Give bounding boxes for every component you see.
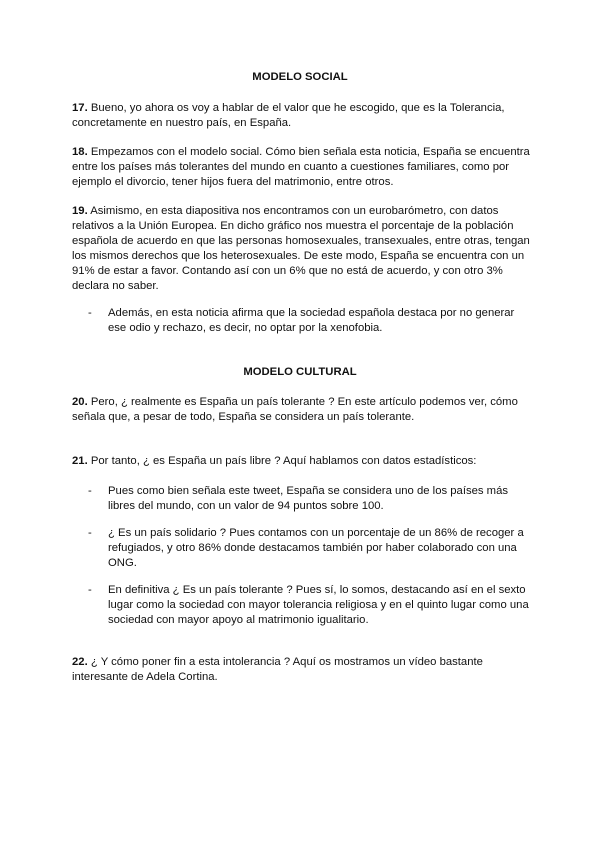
paragraph-text: Por tanto, ¿ es España un país libre ? Aquí hablamos con datos estadísticos:: [87, 455, 477, 467]
paragraph-number: 19.: [72, 205, 88, 217]
bullet-text: ¿ Es un país solidario ? Pues contamos con un porcentaje de un 86% de recoger a refugiados, y otro 86% donde destacamos también por haber colaborado con una ONG.: [108, 527, 524, 569]
paragraph-number: 22.: [72, 656, 88, 668]
bullet-text: En definitiva ¿ Es un país tolerante ? Pues sí, lo somos, destacando así en el sexto lugar como la sociedad con mayor tolerancia religiosa y en el quinto lugar como una sociedad con mayor apoyo al matrimonio igualitario.: [108, 584, 529, 626]
paragraph-number: 20.: [72, 396, 88, 408]
paragraph-text: Pero, ¿ realmente es España un país tolerante ? En este artículo podemos ver, cómo señala que, a pesar de todo, España se considera un país tolerante.: [72, 396, 518, 423]
paragraph-19: [72, 204, 532, 294]
paragraph-21: [72, 454, 532, 469]
paragraph-text: Bueno, yo ahora os voy a hablar de el valor que he escogido, que es la Tolerancia, concretamente en nuestro país, en España.: [72, 102, 505, 129]
paragraph-number: 18.: [72, 146, 88, 158]
bullet-dash: -: [88, 485, 92, 497]
heading-modelo-cultural: MODELO CULTURAL: [243, 366, 357, 378]
paragraph-number: 17.: [72, 102, 88, 114]
paragraph-text: Asimismo, en esta diapositiva nos encontramos con un eurobarómetro, con datos relativos a la Unión Europea. En dicho gráfico nos muestra el porcentaje de la población española de acuerdo en que las personas homosexuales, transexuales, entre otras, tengan los mismos derechos que los heterosexuales. De este modo, España se encuentra con un 91% de estar a favor. Contando así con un 6% que no está de acuerdo, y con otro 3% declara no saber.: [72, 205, 530, 292]
bullet-text: Pues como bien señala este tweet, España se considera uno de los países más libres del mundo, con un valor de 94 puntos sobre 100.: [108, 485, 509, 512]
bullet-dash: -: [88, 307, 92, 319]
heading-modelo-social: MODELO SOCIAL: [252, 71, 348, 83]
bullet-item: [88, 306, 533, 336]
paragraph-22: [72, 655, 532, 685]
paragraph-text: Empezamos con el modelo social. Cómo bien señala esta noticia, España se encuentra entre los países más tolerantes del mundo en cuanto a cuestiones familiares, como por ejemplo el divorcio, tener hijos fuera del matrimonio, entre otros.: [72, 146, 530, 188]
paragraph-20: [72, 395, 532, 425]
paragraph-text: ¿ Y cómo poner fin a esta intolerancia ? Aquí os mostramos un vídeo bastante interesante de Adela Cortina.: [72, 656, 483, 683]
bullet-dash: -: [88, 527, 92, 539]
bullet-text: Además, en esta noticia afirma que la sociedad española destaca por no generar ese odio y rechazo, es decir, no optar por la xenofobia.: [108, 307, 515, 334]
bullet-dash: -: [88, 584, 92, 596]
paragraph-17: [72, 101, 532, 131]
bullet-item: [88, 526, 533, 571]
paragraph-18: [72, 145, 532, 190]
bullet-item: [88, 484, 533, 514]
paragraph-number: 21.: [72, 455, 88, 467]
bullet-item: [88, 583, 533, 628]
